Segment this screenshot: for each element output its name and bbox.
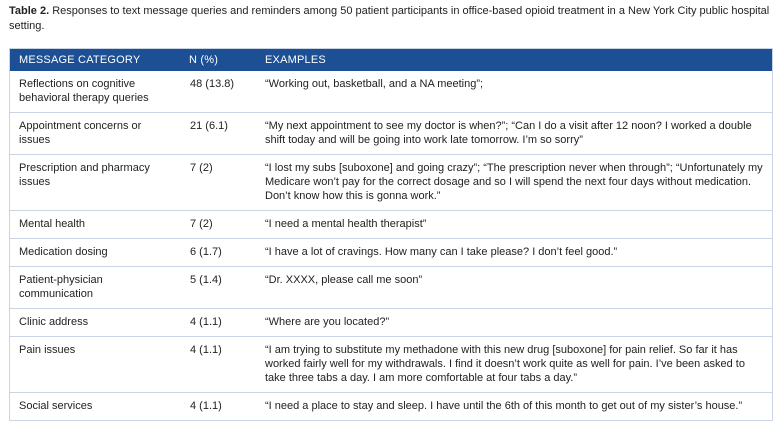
cell-category: Mental health bbox=[10, 211, 180, 239]
table-row bbox=[10, 211, 772, 239]
cell-n: 48 (13.8) bbox=[190, 78, 235, 90]
table-row bbox=[10, 393, 772, 421]
cell-category: Social services bbox=[10, 393, 180, 421]
cell-n: 7 (2) bbox=[180, 211, 256, 239]
cell-examples: “I need a place to stay and sleep. I have until the 6th of this month to get out of my sister’s house.” bbox=[256, 393, 772, 421]
table-row bbox=[10, 113, 772, 155]
data-table-container bbox=[9, 48, 773, 421]
table-row bbox=[10, 155, 772, 211]
caption-text: Responses to text message queries and reminders among 50 patient participants in office-based opioid treatment in a New York City public hospital setting. bbox=[9, 5, 770, 32]
cell-examples: “Where are you located?” bbox=[256, 309, 772, 337]
cell-examples: “I am trying to substitute my methadone with this new drug [suboxone] for pain relief. So far it has worked fairly well for my withdrawals. I find it doesn’t work quite as well for pain. I’ve been asked to take three tabs a day. I am more comfortable at four tabs a day.” bbox=[256, 337, 772, 393]
cell-category: Pain issues bbox=[10, 337, 180, 393]
header-examples: EXAMPLES bbox=[265, 54, 326, 66]
cell-n: 4 (1.1) bbox=[180, 393, 256, 421]
caption-label: Table 2. bbox=[9, 5, 50, 17]
header-n-percent: N (%) bbox=[189, 54, 219, 66]
data-table bbox=[10, 49, 772, 420]
cell-n: 4 (1.1) bbox=[180, 309, 256, 337]
cell-category: Appointment concerns or issues bbox=[10, 113, 180, 155]
table-row bbox=[10, 267, 772, 309]
cell-examples: “Dr. XXXX, please call me soon” bbox=[256, 267, 772, 309]
header-message-category: MESSAGE CATEGORY bbox=[19, 54, 141, 66]
cell-n: 5 (1.4) bbox=[180, 267, 256, 309]
table-row bbox=[10, 239, 772, 267]
cell-n: 6 (1.7) bbox=[180, 239, 256, 267]
table-row bbox=[10, 309, 772, 337]
table-caption bbox=[9, 4, 771, 34]
cell-category: Clinic address bbox=[10, 309, 180, 337]
table-row bbox=[10, 71, 772, 113]
cell-examples: “I have a lot of cravings. How many can I take please? I don’t feel good.” bbox=[256, 239, 772, 267]
cell-examples: “Working out, basketball, and a NA meeting”; bbox=[265, 78, 484, 90]
cell-category: Patient-physician communication bbox=[10, 267, 180, 309]
cell-examples: “My next appointment to see my doctor is when?”; “Can I do a visit after 12 noon? I worked a double shift today and will be going into work late tomorrow. I’m so sorry” bbox=[256, 113, 772, 155]
cell-n: 4 (1.1) bbox=[180, 337, 256, 393]
cell-category: Reflections on cognitive behavioral therapy queries bbox=[19, 78, 149, 104]
cell-examples: “I need a mental health therapist” bbox=[256, 211, 772, 239]
cell-n: 21 (6.1) bbox=[180, 113, 256, 155]
cell-category: Prescription and pharmacy issues bbox=[10, 155, 180, 211]
table-header-row bbox=[10, 49, 772, 71]
cell-examples: “I lost my subs [suboxone] and going crazy”; “The prescription never when through”; “Unfortunately my Medicare won’t pay for the correct dosage and so I will spend the next four days without medication. Don’t know how this is gonna work.” bbox=[256, 155, 772, 211]
cell-n: 7 (2) bbox=[180, 155, 256, 211]
table-row bbox=[10, 337, 772, 393]
cell-category: Medication dosing bbox=[10, 239, 180, 267]
